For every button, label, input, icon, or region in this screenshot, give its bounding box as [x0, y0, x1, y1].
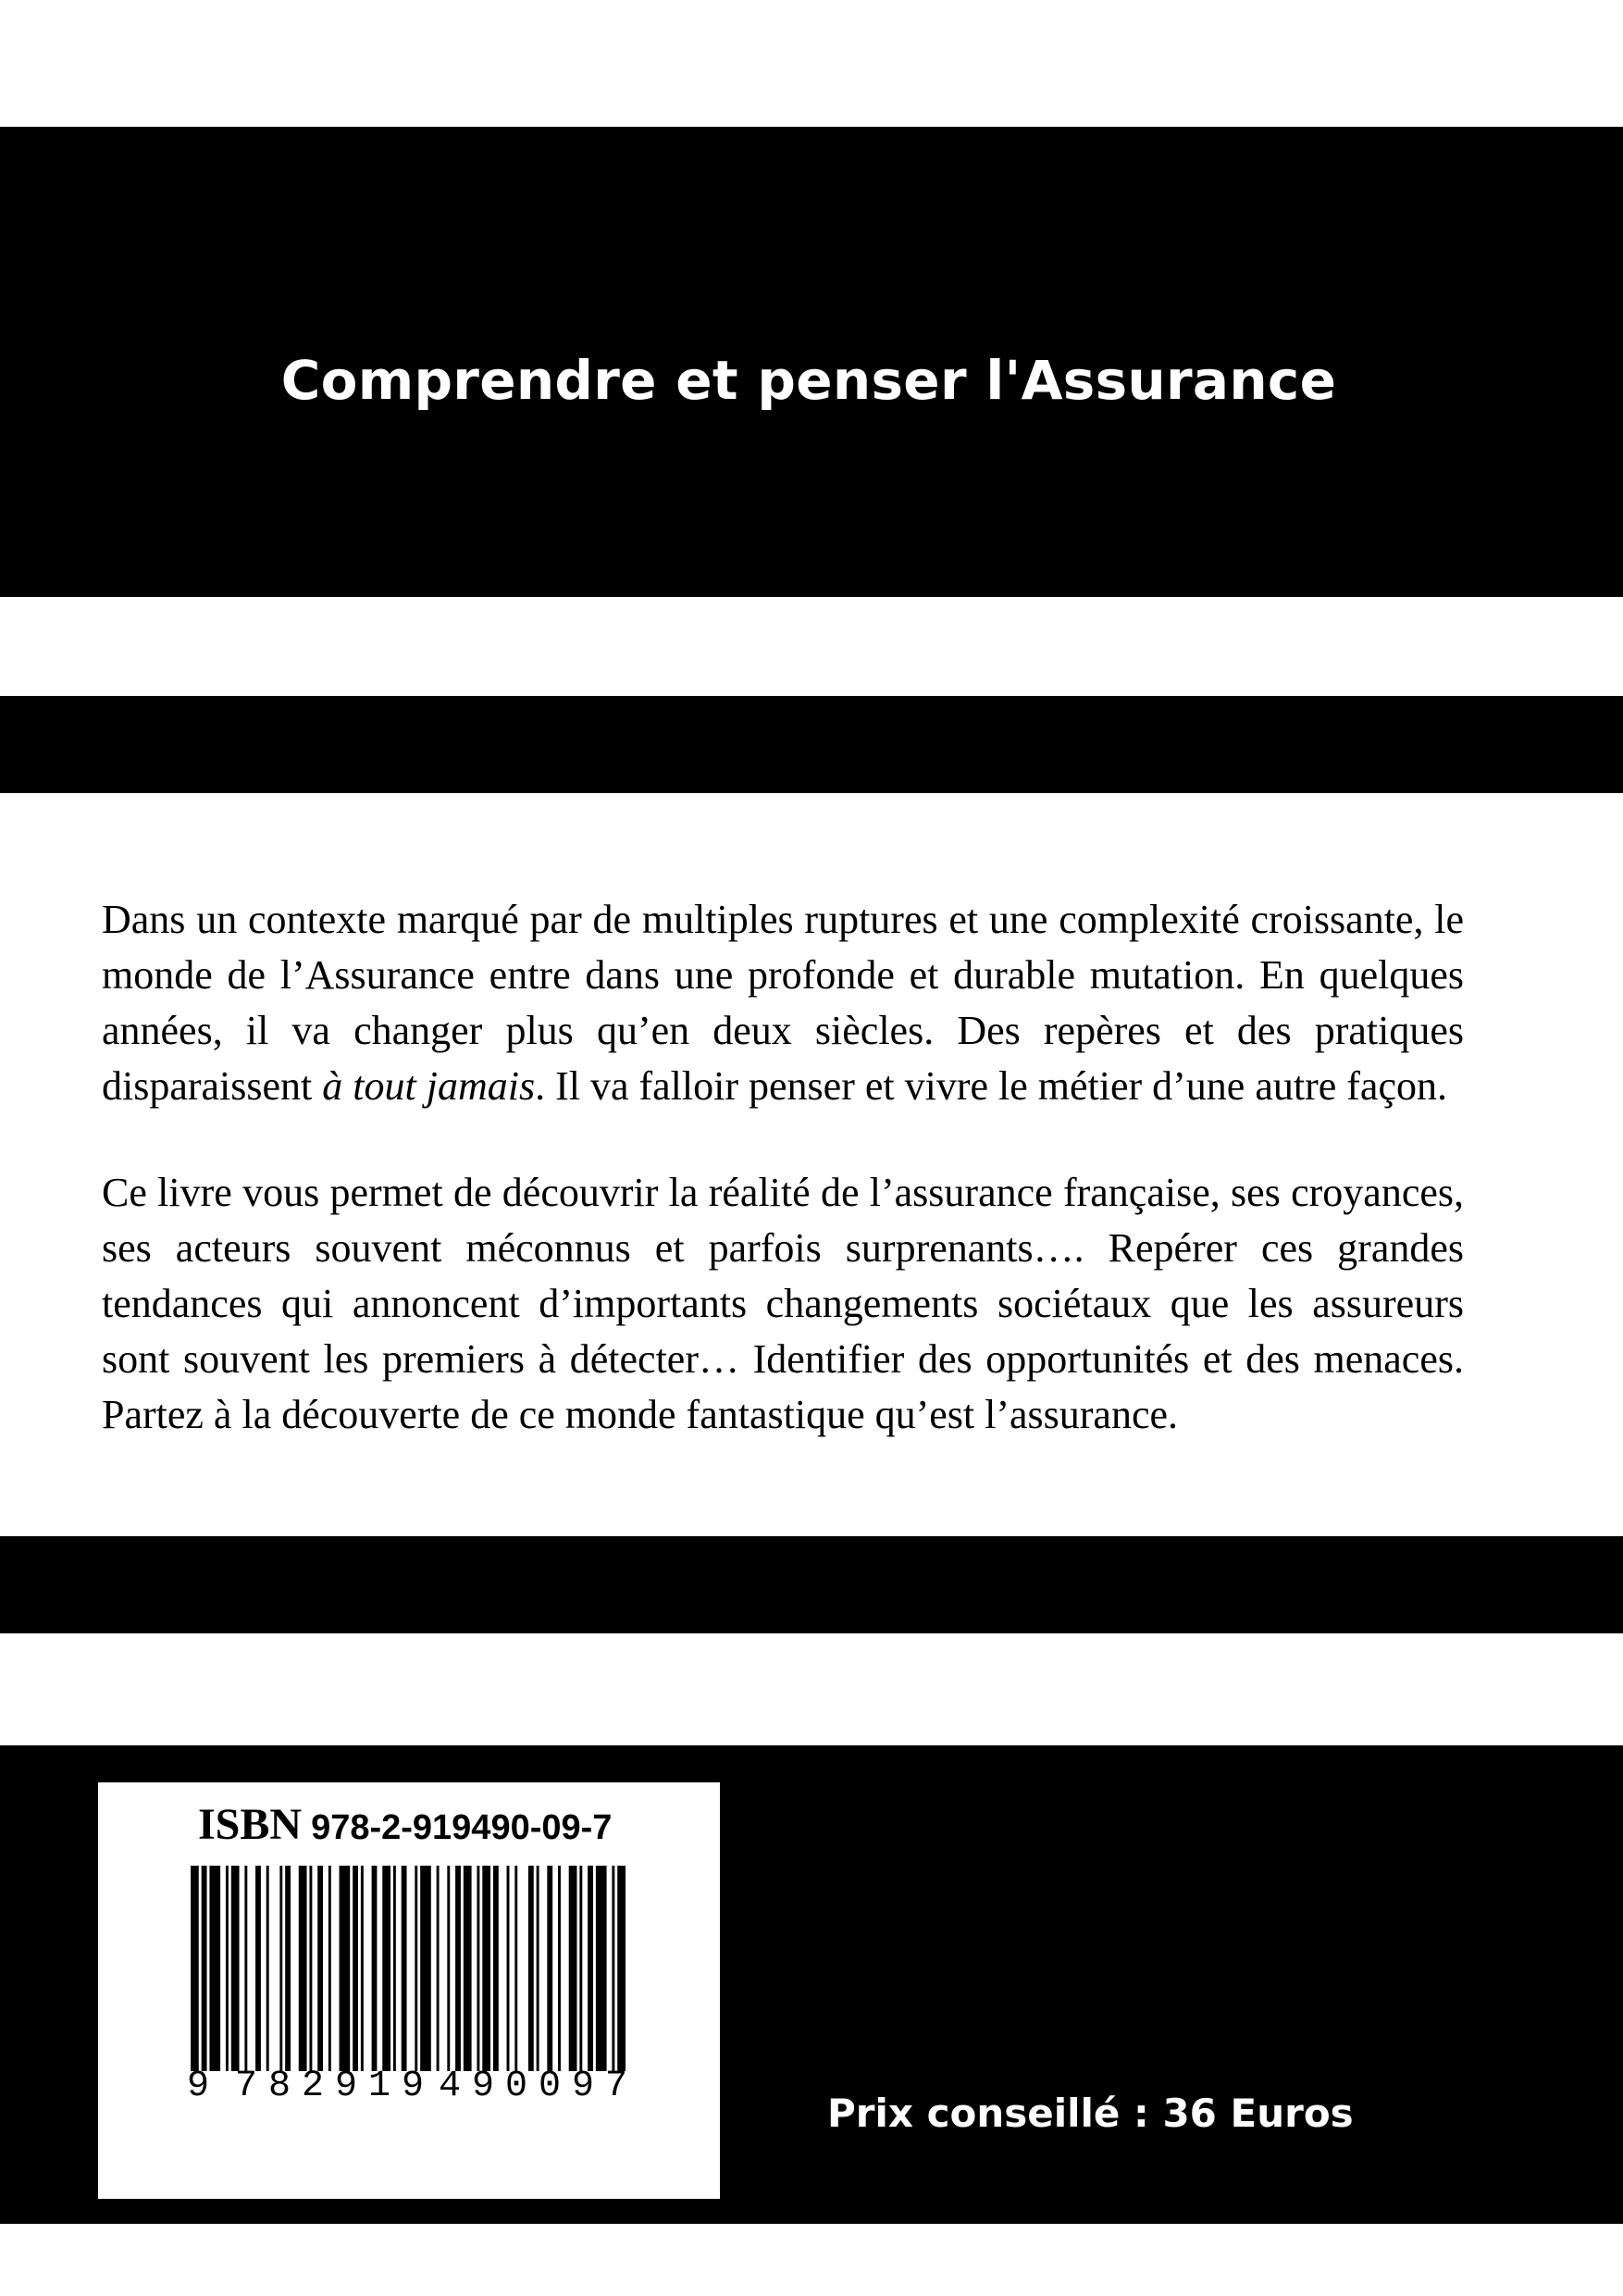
barcode-bar: [420, 1866, 431, 2071]
blurb-paragraph-2: Ce livre vous permet de découvrir la réalité de l’assurance française, ses croyances, ses acteurs souvent méconnus et parfois surprenants…. Repérer ces grandes tendances qui annoncent d’importants changements sociétaux que les assureurs sont souvent les premiers à détecter… Identifier des opportunités et des menaces. Partez à la découverte de ce monde fantastique qu’est l’assurance.: [102, 1170, 1464, 1437]
barcode-bar: [255, 1866, 261, 2071]
barcode-bar: [415, 1866, 417, 2071]
blurb-paragraph-1: [102, 892, 1464, 1114]
barcode-digit: 9: [572, 2066, 595, 2107]
price-label: Prix conseillé : 36 Euros: [827, 2091, 1354, 2136]
barcode-bar: [382, 1866, 390, 2071]
barcode-bar: [285, 1866, 291, 2071]
barcode-bar: [317, 1866, 323, 2071]
isbn-prefix: ISBN: [198, 1800, 303, 1849]
isbn-label: [198, 1799, 612, 1854]
barcode-bar: [191, 1866, 199, 2071]
blurb-emphasis: à tout jamais: [322, 1063, 536, 1109]
barcode-bar: [464, 1866, 472, 2071]
barcode-bar: [612, 1866, 614, 2071]
barcode-icon: [191, 1866, 626, 2071]
barcode-bar: [340, 1866, 351, 2071]
barcode-bar: [231, 1866, 240, 2071]
barcode-bar: [328, 1866, 331, 2071]
barcode-digit: 0: [539, 2066, 562, 2107]
barcode-bar: [226, 1866, 229, 2071]
barcode-bar: [266, 1866, 269, 2071]
barcode-bar: [309, 1866, 312, 2071]
barcode-bar: [353, 1866, 358, 2071]
barcode-bar: [514, 1866, 517, 2071]
barcode-bar: [279, 1866, 282, 2071]
barcode-digit: 8: [268, 2066, 291, 2107]
blurb-text-end: . Il va falloir penser et vivre le métier d’une autre façon.: [535, 1063, 1447, 1109]
barcode-digit: 9: [187, 2066, 210, 2107]
barcode-bar: [588, 1866, 593, 2071]
barcode-bar: [579, 1866, 582, 2071]
barcode-bar: [482, 1866, 490, 2071]
barcode-digit: 4: [439, 2066, 462, 2107]
barcode-digit: 1: [368, 2066, 391, 2107]
barcode-bar: [455, 1866, 461, 2071]
barcode-digit: 9: [472, 2066, 495, 2107]
barcode-bar: [393, 1866, 396, 2071]
barcode-bar: [361, 1866, 364, 2071]
barcode-bar: [493, 1866, 499, 2071]
decorative-stripe-lower: [0, 1536, 1623, 1633]
barcode-bar: [596, 1866, 607, 2071]
barcode-bar: [537, 1866, 539, 2071]
blurb-text-start: Dans un contexte marqué par de multiples ruptures et une complexité croissante, le monde de l’Assurance entre dans une profonde et durable mutation. En quelques années, il va changer plus qu’en deux siècles. Des repères et des pratiques disparaissent: [102, 897, 1464, 1109]
barcode-bar: [244, 1866, 247, 2071]
barcode-bar: [547, 1866, 552, 2071]
barcode-bar: [299, 1866, 307, 2071]
barcode-bar: [372, 1866, 378, 2071]
barcode-bar: [558, 1866, 561, 2071]
barcode-digit: 7: [235, 2066, 258, 2107]
barcode-bar: [507, 1866, 510, 2071]
book-title: Comprendre et penser l'Assurance: [280, 349, 1337, 412]
barcode-bar: [437, 1866, 440, 2071]
barcode-digit: 9: [335, 2066, 358, 2107]
barcode-digit: 7: [605, 2066, 628, 2107]
barcode-bar: [209, 1866, 220, 2071]
barcode-bar: [528, 1866, 534, 2071]
isbn-barcode-panel: [98, 1782, 720, 2199]
barcode-bar: [202, 1866, 207, 2071]
barcode-bar: [447, 1866, 450, 2071]
barcode-bar: [569, 1866, 577, 2071]
barcode-bar: [617, 1866, 626, 2071]
barcode-bar: [477, 1866, 479, 2071]
barcode-digits: [187, 2064, 659, 2110]
barcode-bar: [402, 1866, 407, 2071]
barcode-digit: 0: [505, 2066, 528, 2107]
isbn-number: 978-2-919490-09-7: [311, 1808, 613, 1847]
decorative-stripe-upper: [0, 696, 1623, 793]
barcode-digit: 9: [402, 2066, 425, 2107]
barcode-digit: 2: [302, 2066, 325, 2107]
